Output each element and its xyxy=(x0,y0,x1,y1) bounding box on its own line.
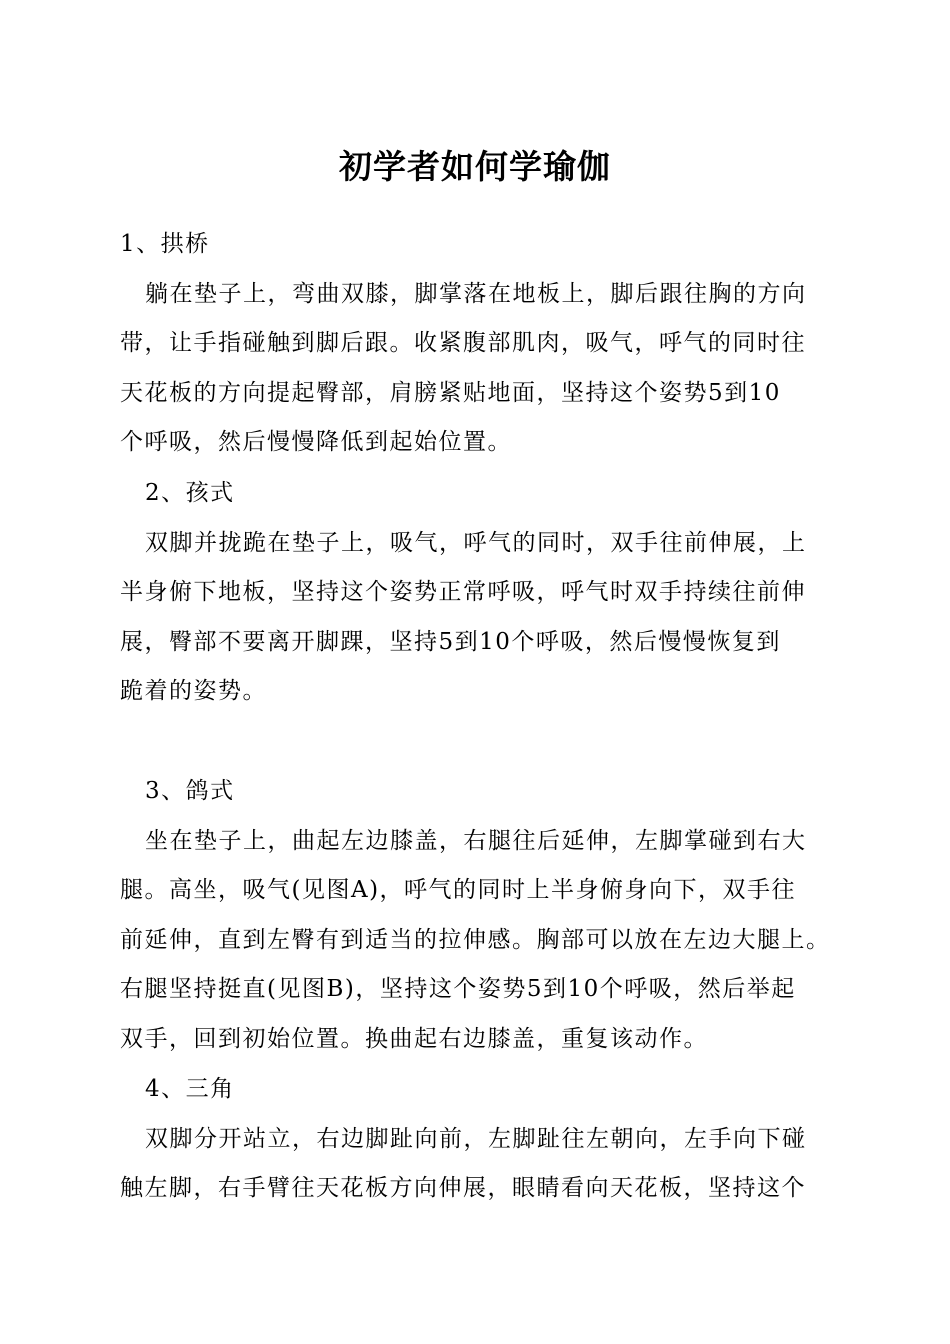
paragraph-line: 半身俯下地板，坚持这个姿势正常呼吸，呼气时双手持续往前伸 xyxy=(120,579,806,605)
paragraph-line: 展，臀部不要离开脚踝，坚持5到10个呼吸，然后慢慢恢复到 xyxy=(120,629,781,655)
paragraph-line: 坐在垫子上，曲起左边膝盖，右腿往后延伸，左脚掌碰到右大 xyxy=(145,828,807,854)
paragraph-line: 双手，回到初始位置。换曲起右边膝盖，重复该动作。 xyxy=(120,1026,708,1052)
paragraph-line: 右腿坚持挺直(见图B)，坚持这个姿势5到10个呼吸，然后举起 xyxy=(120,976,796,1002)
paragraph-line: 双脚分开站立，右边脚趾向前，左脚趾往左朝向，左手向下碰 xyxy=(145,1126,807,1152)
page-title: 初学者如何学瑜伽 xyxy=(339,147,611,186)
paragraph-line: 前延伸，直到左臀有到适当的拉伸感。胸部可以放在左边大腿上。 xyxy=(120,927,831,953)
paragraph-line: 腿。高坐，吸气(见图A)，呼气的同时上半身俯身向下，双手往 xyxy=(120,877,797,903)
paragraph-line: 躺在垫子上，弯曲双膝，脚掌落在地板上，脚后跟往胸的方向 xyxy=(145,281,807,307)
section-heading-bridge: 1、拱桥 xyxy=(120,231,210,257)
paragraph-line: 跪着的姿势。 xyxy=(120,678,267,704)
paragraph-line: 个呼吸，然后慢慢降低到起始位置。 xyxy=(120,429,512,455)
section-heading-child-pose: 2、孩式 xyxy=(145,480,235,506)
paragraph-line: 双脚并拢跪在垫子上，吸气，呼气的同时，双手往前伸展，上 xyxy=(145,530,807,556)
section-heading-triangle: 4、三角 xyxy=(145,1076,235,1102)
paragraph-line: 带，让手指碰触到脚后跟。收紧腹部肌肉，吸气，呼气的同时往 xyxy=(120,330,806,356)
section-heading-pigeon: 3、鸽式 xyxy=(145,778,235,804)
paragraph-line: 天花板的方向提起臀部，肩膀紧贴地面，坚持这个姿势5到10 xyxy=(120,380,781,406)
paragraph-line: 触左脚，右手臂往天花板方向伸展，眼睛看向天花板，坚持这个 xyxy=(120,1175,806,1201)
